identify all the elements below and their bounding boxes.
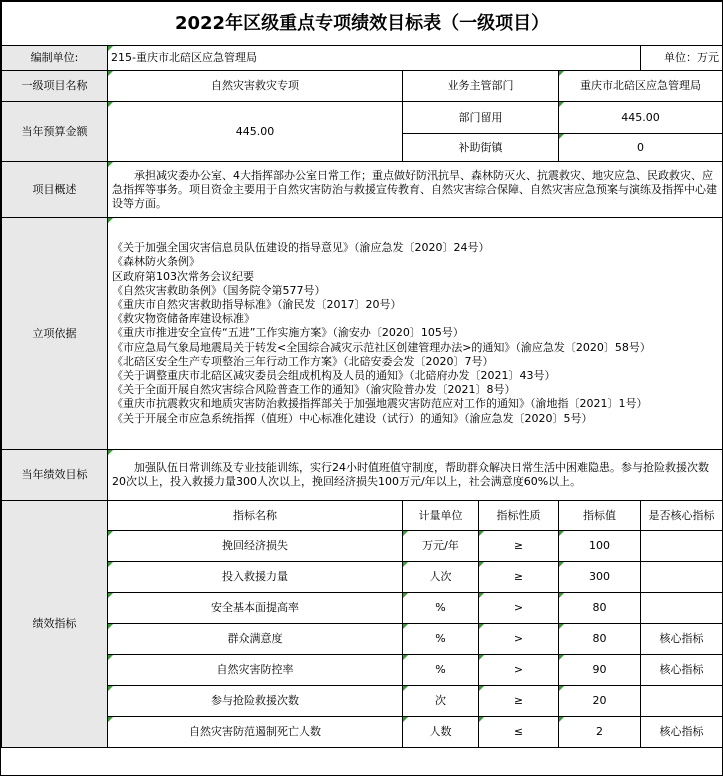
- indicator-core[interactable]: 核心指标: [641, 624, 723, 655]
- indicator-unit[interactable]: %: [403, 655, 479, 686]
- indicator-core[interactable]: [641, 562, 723, 593]
- indicator-core[interactable]: 核心指标: [641, 655, 723, 686]
- indicator-nature[interactable]: ≤: [479, 717, 559, 748]
- basis-item: 《市应急局气象局地震局关于转发<全国综合减灾示范社区创建管理办法>的通知》（渝应急发〔2020〕58号）: [112, 340, 651, 354]
- indicator-nature[interactable]: ≥: [479, 562, 559, 593]
- col-header-name: 指标名称: [108, 501, 403, 531]
- overview-text[interactable]: 承担减灾委办公室、4大指挥部办公室日常工作；重点做好防汛抗旱、森林防灭火、抗震救灾、地灾应急、民政救灾、应急指挥等事务。项目资金主要用于自然灾害防治与救援宣传教育、自然灾害综合保障、自然灾害应急预案与演练及指挥中心建设等方面。: [108, 162, 723, 218]
- org-label: 编制单位:: [2, 46, 108, 71]
- indicator-name[interactable]: 自然灾害防范遏制死亡人数: [108, 717, 403, 748]
- subsidy-value[interactable]: 0: [559, 134, 723, 162]
- goal-text[interactable]: 加强队伍日常训练及专业技能训练，实行24小时值班值守制度，帮助群众解决日常生活中困难隐患。参与抢险救援次数20次以上，投入救援力量300人次以上，挽回经济损失100万元/年以上，社会满意度60%以上。: [108, 450, 723, 501]
- indicator-value[interactable]: 80: [559, 624, 641, 655]
- org-value[interactable]: 215-重庆市北碚区应急管理局: [108, 46, 641, 71]
- indicator-core[interactable]: [641, 686, 723, 717]
- indicator-value[interactable]: 300: [559, 562, 641, 593]
- basis-item: 《救灾物资储备库建设标准》: [112, 312, 255, 326]
- indicators-label: 绩效指标: [2, 501, 108, 748]
- basis-item: 《关于开展全市应急系统指挥（值班）中心标准化建设（试行）的通知》（渝应急发〔2020〕5号）: [112, 411, 593, 425]
- table-row: [2, 655, 723, 686]
- indicator-unit[interactable]: 万元/年: [403, 531, 479, 562]
- basis-item: 《重庆市推进安全宣传“五进”工作实施方案》（渝安办〔2020〕105号）: [112, 326, 464, 340]
- indicator-name[interactable]: 自然灾害防控率: [108, 655, 403, 686]
- indicator-name[interactable]: 群众满意度: [108, 624, 403, 655]
- indicator-unit[interactable]: 人次: [403, 562, 479, 593]
- col-header-unit: 计量单位: [403, 501, 479, 531]
- basis-item: 《关于全面开展自然灾害综合风险普查工作的通知》（渝灾险普办发〔2021〕8号）: [112, 383, 516, 397]
- table-row: [2, 531, 723, 562]
- indicator-nature[interactable]: ≥: [479, 686, 559, 717]
- indicator-value[interactable]: 90: [559, 655, 641, 686]
- goal-label: 当年绩效目标: [2, 450, 108, 501]
- table-row: [2, 562, 723, 593]
- indicator-unit[interactable]: 次: [403, 686, 479, 717]
- col-header-value: 指标值: [559, 501, 641, 531]
- basis-item: 《北碚区安全生产专项整治三年行动工作方案》（北碚安委会发〔2020〕7号）: [112, 354, 494, 368]
- indicator-nature[interactable]: ≥: [479, 531, 559, 562]
- basis-item: 《自然灾害救助条例》（国务院令第577号）: [112, 283, 326, 297]
- project-name-value[interactable]: 自然灾害救灾专项: [108, 71, 403, 102]
- indicator-name[interactable]: 参与抢险救援次数: [108, 686, 403, 717]
- indicator-name[interactable]: 挽回经济损失: [108, 531, 403, 562]
- indicator-name[interactable]: 投入救援力量: [108, 562, 403, 593]
- table-row: [2, 593, 723, 624]
- indicator-nature[interactable]: >: [479, 655, 559, 686]
- overview-label: 项目概述: [2, 162, 108, 218]
- col-header-nature: 指标性质: [479, 501, 559, 531]
- basis-item: 《关于调整重庆市北碚区减灾委员会组成机构及人员的通知》（北碚府办发〔2021〕43号）: [112, 369, 556, 382]
- dept-label: 业务主管部门: [403, 71, 559, 102]
- indicator-core[interactable]: 核心指标: [641, 717, 723, 748]
- basis-item: 《森林防火条例》: [112, 255, 200, 269]
- table-row: [2, 717, 723, 748]
- indicator-core[interactable]: [641, 531, 723, 562]
- unit-note: 单位：万元: [641, 46, 723, 71]
- retain-value[interactable]: 445.00: [559, 102, 723, 134]
- indicator-nature[interactable]: >: [479, 624, 559, 655]
- basis-item: 《重庆市自然灾害救助指导标准》（渝民发〔2017〕20号）: [112, 297, 402, 311]
- indicator-unit[interactable]: %: [403, 593, 479, 624]
- indicator-unit[interactable]: %: [403, 624, 479, 655]
- indicator-name[interactable]: 安全基本面提高率: [108, 593, 403, 624]
- budget-label: 当年预算金额: [2, 102, 108, 162]
- basis-list[interactable]: [108, 218, 723, 450]
- project-name-label: 一级项目名称: [2, 71, 108, 102]
- table-row: [2, 624, 723, 655]
- dept-value[interactable]: 重庆市北碚区应急管理局: [559, 71, 723, 102]
- indicator-unit[interactable]: 人数: [403, 717, 479, 748]
- indicator-value[interactable]: 20: [559, 686, 641, 717]
- table-row: [2, 686, 723, 717]
- basis-item: 《重庆市抗震救灾和地质灾害防治救援指挥部关于加强地震灾害防范应对工作的通知》（渝地指〔2021〕1号）: [112, 397, 648, 411]
- basis-label: 立项依据: [2, 218, 108, 450]
- basis-item: 区政府第103次常务会议纪要: [112, 269, 254, 283]
- performance-table: [1, 1, 723, 748]
- budget-value[interactable]: 445.00: [108, 102, 403, 162]
- indicator-core[interactable]: [641, 593, 723, 624]
- page-title: 2022年区级重点专项绩效目标表（一级项目）: [2, 2, 723, 46]
- indicator-value[interactable]: 2: [559, 717, 641, 748]
- indicator-value[interactable]: 100: [559, 531, 641, 562]
- col-header-core: 是否核心指标: [641, 501, 723, 531]
- indicator-value[interactable]: 80: [559, 593, 641, 624]
- basis-item: 《关于加强全国灾害信息员队伍建设的指导意见》（渝应急发〔2020〕24号）: [112, 241, 490, 255]
- indicator-nature[interactable]: >: [479, 593, 559, 624]
- subsidy-label: 补助街镇: [403, 134, 559, 162]
- retain-label: 部门留用: [403, 102, 559, 134]
